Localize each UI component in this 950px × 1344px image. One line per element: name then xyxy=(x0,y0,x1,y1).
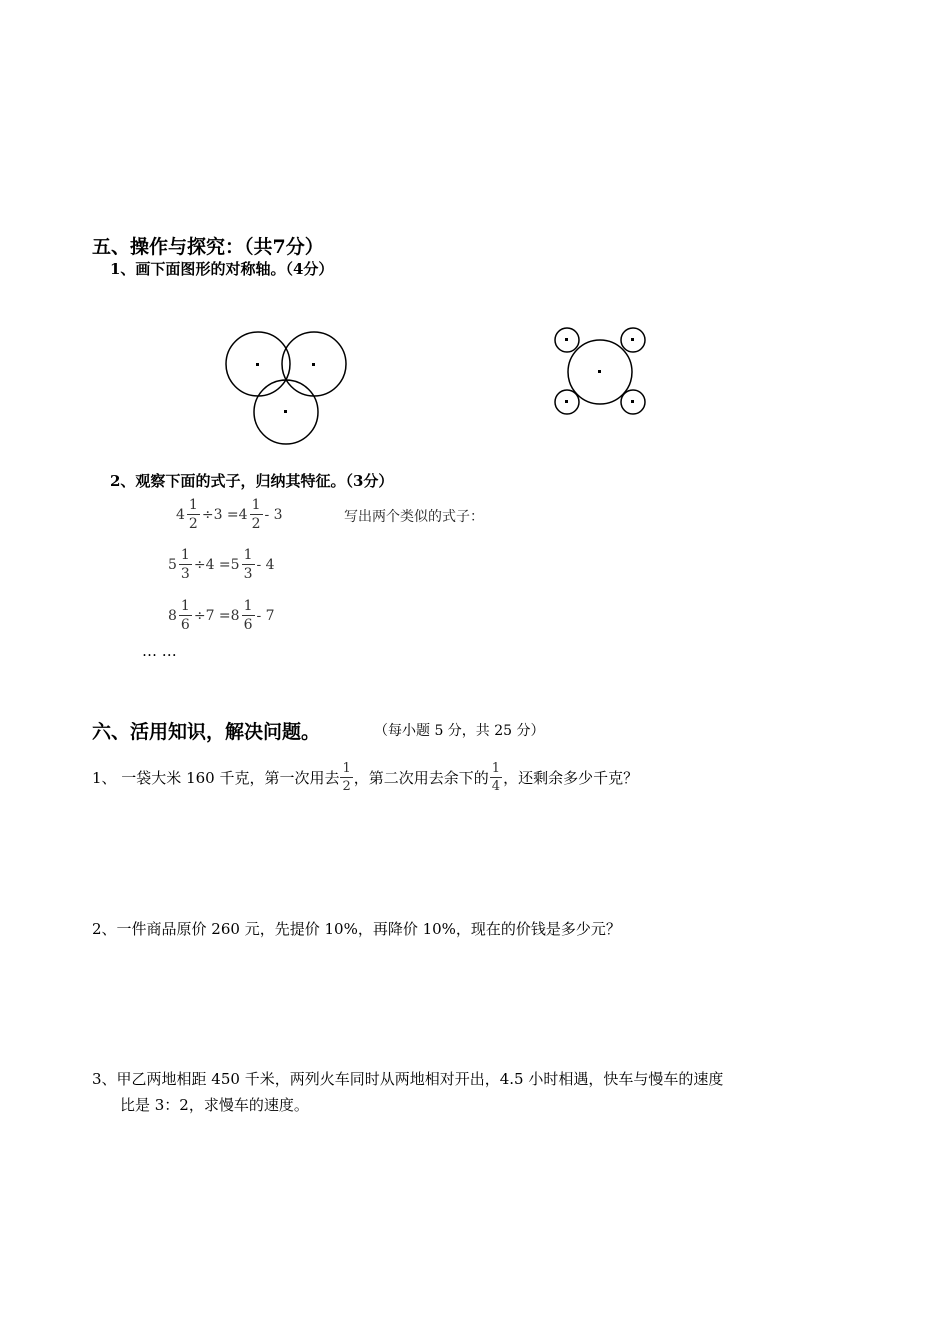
formula-whole: 4 xyxy=(176,506,185,523)
question-2-label: 2、观察下面的式子，归纳其特征。（3分） xyxy=(110,472,394,490)
problem-2: 2、一件商品原价 260 元，先提价 10%，再降价 10%，现在的价钱是多少元？ xyxy=(92,920,621,938)
formula-division: ÷7 =8 xyxy=(193,607,240,624)
section6-note: （每小题 5 分，共 25 分） xyxy=(374,723,545,739)
formula-division: ÷4 =5 xyxy=(193,556,240,573)
formula-fraction: $\frac{1}{6}$ xyxy=(243,598,253,633)
problem-1-text: 1、 一袋大米 160 千克，第一次用去 xyxy=(92,769,340,787)
figure1-center-left xyxy=(256,363,259,366)
instruction-text: 写出两个类似的式子： xyxy=(344,509,484,525)
problem-1-fraction-quarter: $\frac{1}{4}$ xyxy=(491,761,501,794)
formula-whole: 8 xyxy=(168,607,177,624)
formula-subtraction: - 3 xyxy=(264,506,283,523)
formula-fraction: $\frac{1}{2}$ xyxy=(251,497,261,532)
formula-whole: 5 xyxy=(168,556,177,573)
formula-row xyxy=(168,597,275,634)
problem-3-line-2: 比是 3：2，求慢车的速度。 xyxy=(120,1096,309,1114)
problem-1 xyxy=(92,760,638,795)
question-1-label: 1、画下面图形的对称轴。（4分） xyxy=(110,260,334,278)
ellipsis: … … xyxy=(142,642,177,660)
figure1-center-right xyxy=(312,363,315,366)
figure2-center-tl xyxy=(565,338,568,341)
three-circles-figure xyxy=(220,326,352,448)
formula-fraction: $\frac{1}{2}$ xyxy=(188,497,198,532)
formula-fraction: $\frac{1}{3}$ xyxy=(243,547,253,582)
figure2-center-br xyxy=(631,400,634,403)
formula-fraction: $\frac{1}{3}$ xyxy=(180,547,190,582)
formula-subtraction: - 4 xyxy=(256,556,275,573)
figure2-center-big xyxy=(598,370,601,373)
formula-division: ÷3 =4 xyxy=(201,506,248,523)
figure1-center-bottom xyxy=(284,410,287,413)
figure2-center-bl xyxy=(565,400,568,403)
formula-row xyxy=(168,546,275,583)
section5-title: 五、操作与探究：（共7分） xyxy=(92,236,324,258)
formula-fraction: $\frac{1}{6}$ xyxy=(180,598,190,633)
section6-title: 六、活用知识，解决问题。 xyxy=(92,721,321,743)
formula-subtraction: - 7 xyxy=(256,607,275,624)
figure2-center-tr xyxy=(631,338,634,341)
problem-3-line-1: 3、甲乙两地相距 450 千米，两列火车同时从两地相对开出，4.5 小时相遇，快车与慢车的速度 xyxy=(92,1070,724,1088)
formula-row xyxy=(176,496,283,533)
problem-1-text: ，还剩余多少千克？ xyxy=(503,769,639,787)
problem-1-text: ，第二次用去余下的 xyxy=(353,769,489,787)
problem-1-fraction-half: $\frac{1}{2}$ xyxy=(342,761,351,794)
five-circles-figure xyxy=(550,324,650,420)
